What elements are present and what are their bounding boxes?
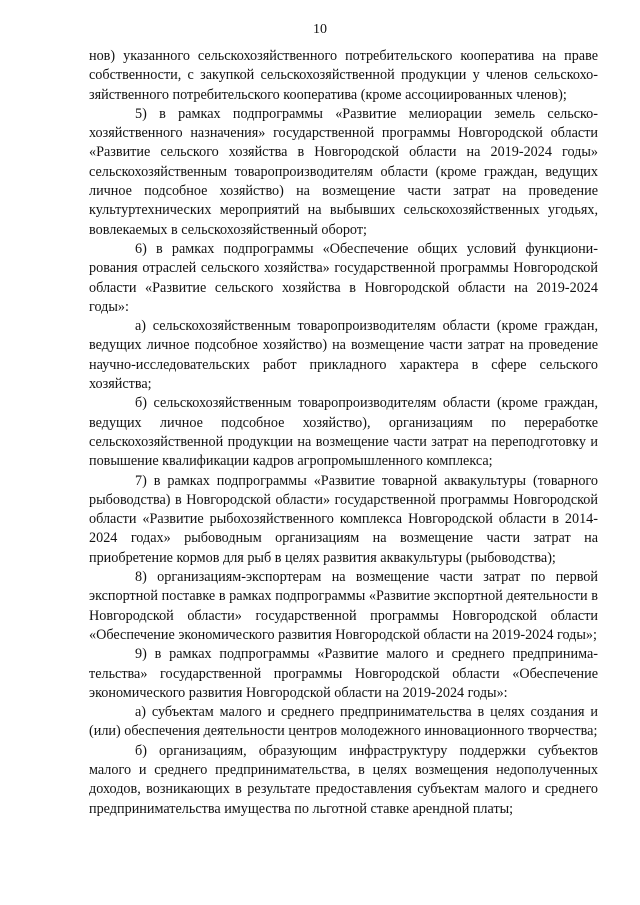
- paragraph-item-6a: а) сельскохозяйственным товаропроизводителям области (кроме граждан, ведущих личное подсобное хозяйство) на возмещение части затрат на проведение научно-исследовательских работ прикладного характера в сфере сельского хозяйства;: [89, 318, 598, 393]
- paragraph-item-6: 6) в рамках подпрограммы «Обеспечение общих условий функционирования отраслей сельского хозяйства» государственной программы Новгородской области «Развитие сельского хозяйства в Новгородской области на 2019-2024 годы»:: [89, 240, 598, 315]
- document-body: [89, 47, 598, 819]
- paragraph-item-7: 7) в рамках подпрограммы «Развитие товарной аквакультуры (товарного рыбоводства) в Новгородской области» государственной программы Новгородской области «Развитие рыбохозяйственного комплекса Новгородской области в 2014-2024 годах» рыбоводным организациям на возмещение части затрат на приобретение кормов для рыб в целях развития аквакультуры (рыбоводства);: [89, 472, 598, 566]
- paragraph-item-8: 8) организациям-экспортерам на возмещение части затрат по первой экспортной поставке в рамках подпрограммы «Развитие экспортной деятельности в Новгородской области» государственной программы Новгородской области «Обеспечение экономического развития Новгородской области на 2019-2024 годы»;: [89, 569, 598, 643]
- paragraph-item-9a: а) субъектам малого и среднего предпринимательства в целях создания и (или) обеспечения деятельности центров молодежного инновационного творчества;: [89, 704, 598, 740]
- paragraph-item-9b: б) организациям, образующим инфраструктуру поддержки субъектов малого и среднего предпринимательства, в целях возмещения недополученных доходов, возникающих в результате предоставления субъектам малого и среднего предпринимательства имущества по льготной ставке арендной платы;: [89, 742, 598, 817]
- page-number: 10: [313, 22, 327, 37]
- paragraph-item-6b: б) сельскохозяйственным товаропроизводителям области (кроме граждан, ведущих личное подсобное хозяйство), организациям по переработке сельскохозяйственной продукции на возмещение части затрат на переподготовку и повышение квалификации кадров агропромышленного комплекса;: [89, 395, 598, 470]
- paragraph-item-9: 9) в рамках подпрограммы «Развитие малого и среднего предпринимательства» государственной программы Новгородской области «Обеспечение экономического развития Новгородской области на 2019-2024 годы»:: [89, 646, 598, 701]
- paragraph-continuation: нов) указанного сельскохозяйственного потребительского кооператива на праве собственности, с закупкой сельскохозяйственной продукции у членов сельскохозяйственного потребительского кооператива (кроме ассоциированных членов);: [89, 48, 598, 103]
- paragraph-item-5: 5) в рамках подпрограммы «Развитие мелиорации земель сельскохозяйственного назначения» государственной программы Новгородской области «Развитие сельского хозяйства в Новгородской области на 2019-2024 годы» сельскохозяйственным товаропроизводителям области (кроме граждан, ведущих личное подсобное хозяйство) на возмещение части затрат на проведение культуртехнических мероприятий на выбывших сельскохозяйственных угодьях, вовлекаемых в сельскохозяйственный оборот;: [89, 105, 598, 238]
